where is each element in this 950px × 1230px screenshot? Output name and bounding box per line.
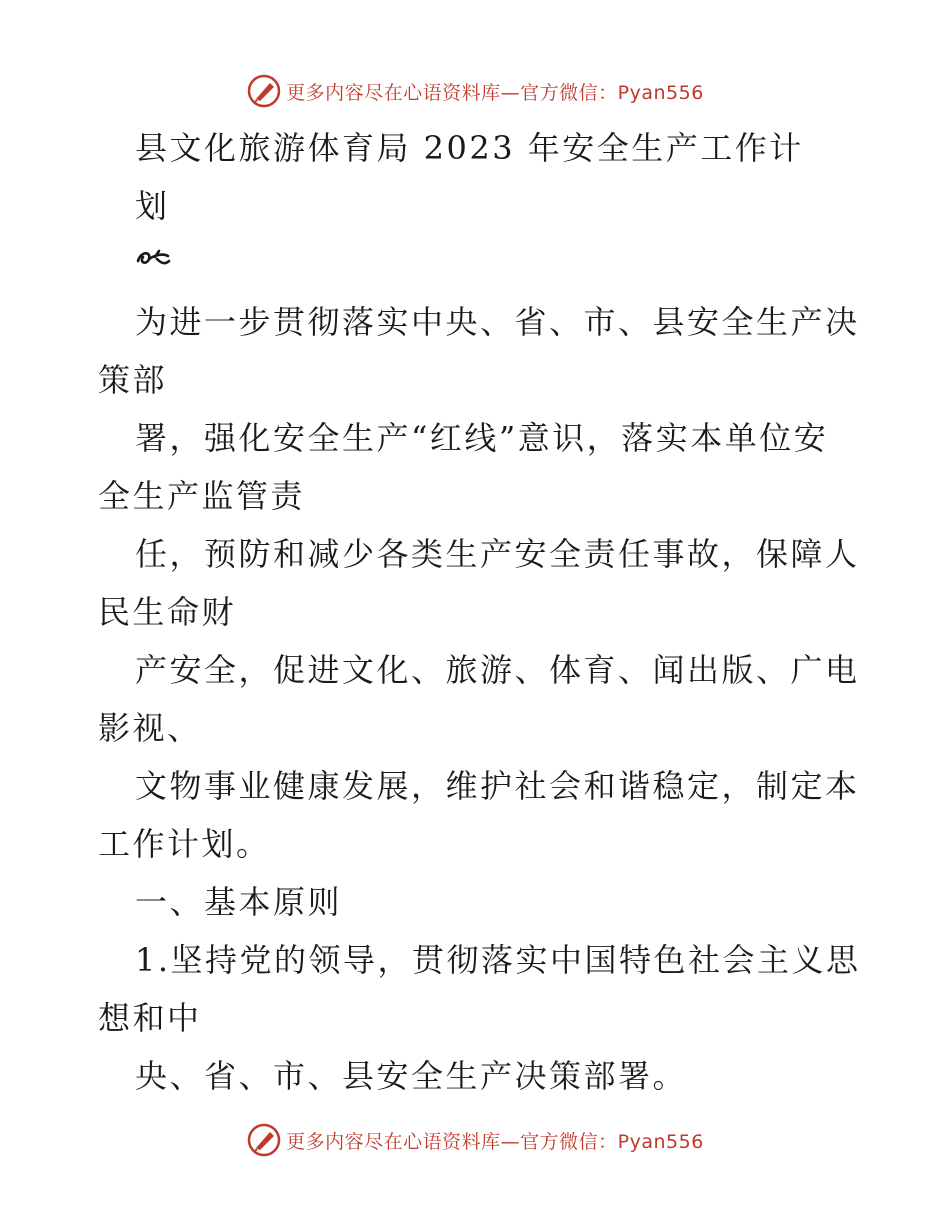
body-line-13: 想和中 [98, 999, 202, 1037]
pen-logo-icon [246, 1122, 282, 1158]
watermark-text: 更多内容尽在心语资料库—官方微信：Pyan556 [286, 1130, 704, 1153]
body-line-7: 产安全，促进文化、旅游、体育、闻出版、广电 [135, 651, 860, 689]
document-title-line-2: 划 [135, 187, 170, 225]
body-line-1: 为进一步贯彻落实中央、省、市、县安全生产决 [135, 303, 860, 341]
watermark-text: 更多内容尽在心语资料库—官方微信：Pyan556 [286, 81, 704, 104]
body-line-10: 工作计划。 [98, 825, 271, 863]
body-line-6: 民生命财 [98, 593, 237, 631]
body-line-2: 策部 [98, 361, 168, 399]
body-line-14: 央、省、市、县安全生产决策部署。 [135, 1057, 688, 1095]
body-line-3: 署，强化安全生产“红线”意识，落实本单位安 [135, 419, 829, 457]
section-heading-basic-principles: 一、基本原则 [135, 883, 343, 921]
document-title-line-1: 县文化旅游体育局 2023 年安全生产工作计 [135, 129, 804, 167]
body-line-5: 任，预防和减少各类生产安全责任事故，保障人 [135, 535, 860, 573]
flourish-ornament-icon [135, 247, 171, 271]
watermark-banner-top [0, 71, 950, 111]
body-line-9: 文物事业健康发展，维护社会和谐稳定，制定本 [135, 767, 860, 805]
body-line-12: 1.坚持党的领导，贯彻落实中国特色社会主义思 [135, 941, 861, 979]
pen-logo-icon [246, 73, 282, 109]
body-line-4: 全生产监管责 [98, 477, 306, 515]
watermark-banner-bottom [0, 1120, 950, 1160]
body-line-8: 影视、 [98, 709, 202, 747]
